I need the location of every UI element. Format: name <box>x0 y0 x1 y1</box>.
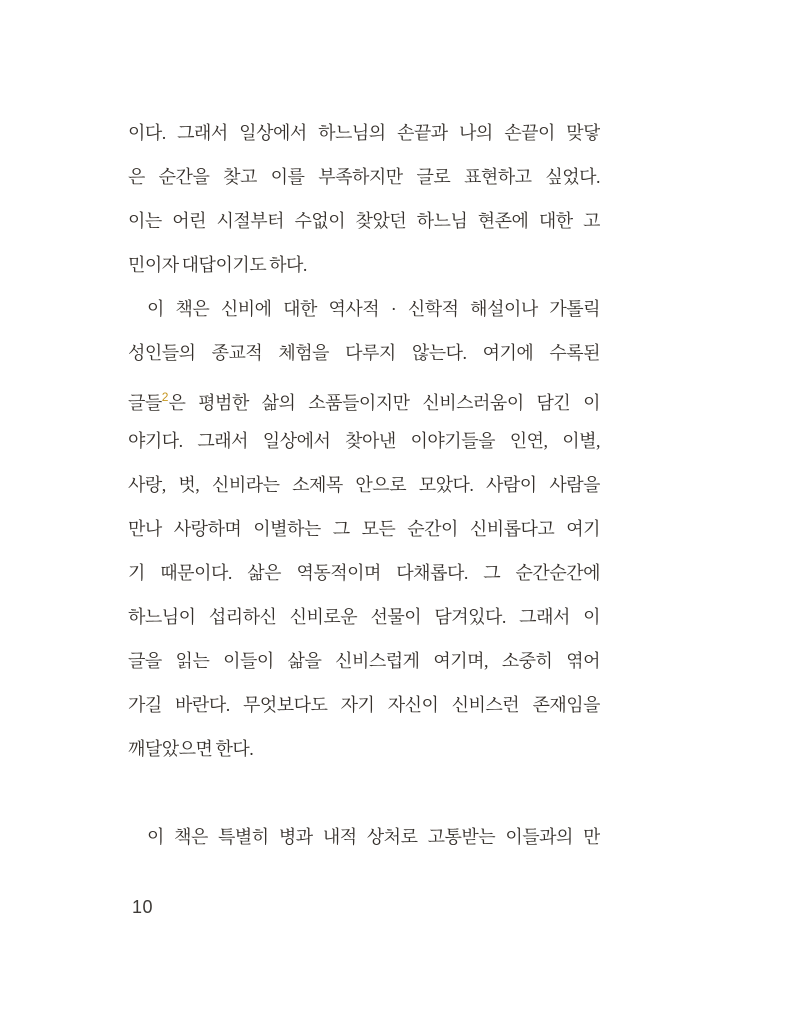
body-line: 만나 사랑하며 이별하는 그 모든 순간이 신비롭다고 여기 <box>128 519 600 539</box>
body-line-with-footnote <box>128 375 600 419</box>
body-line-paragraph-end: 깨달았으면 한다. <box>128 739 254 759</box>
body-line: 야기다. 그래서 일상에서 찾아낸 이야기들을 인연, 이별, <box>128 431 600 451</box>
body-line: 기 때문이다. 삶은 역동적이며 다채롭다. 그 순간순간에 <box>128 563 600 583</box>
blank-line <box>128 771 600 815</box>
body-line-paragraph-start: 이 책은 신비에 대한 역사적 · 신학적 해설이나 가톨릭 <box>147 299 600 319</box>
page-number: 10 <box>132 897 154 917</box>
body-line: 이는 어린 시절부터 수없이 찾았던 하느님 현존에 대한 고 <box>128 211 600 231</box>
body-line-paragraph-end: 민이자 대답이기도 하다. <box>128 255 307 275</box>
body-line: 하느님이 섭리하신 신비로운 선물이 담겨있다. 그래서 이 <box>128 607 600 627</box>
body-line-segment: 은 평범한 삶의 소품들이지만 신비스러움이 담긴 이 <box>168 393 600 413</box>
body-line: 성인들의 종교적 체험을 다루지 않는다. 여기에 수록된 <box>128 343 600 363</box>
body-text-block <box>128 111 600 859</box>
body-line: 사랑, 벗, 신비라는 소제목 안으로 모았다. 사람이 사람을 <box>128 475 600 495</box>
body-line: 이다. 그래서 일상에서 하느님의 손끝과 나의 손끝이 맞닿 <box>128 123 600 143</box>
body-line: 가길 바란다. 무엇보다도 자기 자신이 신비스런 존재임을 <box>128 695 600 715</box>
body-line-segment: 글들 <box>128 393 162 413</box>
body-line: 글을 읽는 이들이 삶을 신비스럽게 여기며, 소중히 엮어 <box>128 651 600 671</box>
body-line: 은 순간을 찾고 이를 부족하지만 글로 표현하고 싶었다. <box>128 167 600 187</box>
body-line-paragraph-start: 이 책은 특별히 병과 내적 상처로 고통받는 이들과의 만 <box>147 827 600 847</box>
footnote-marker: 2 <box>161 390 169 404</box>
